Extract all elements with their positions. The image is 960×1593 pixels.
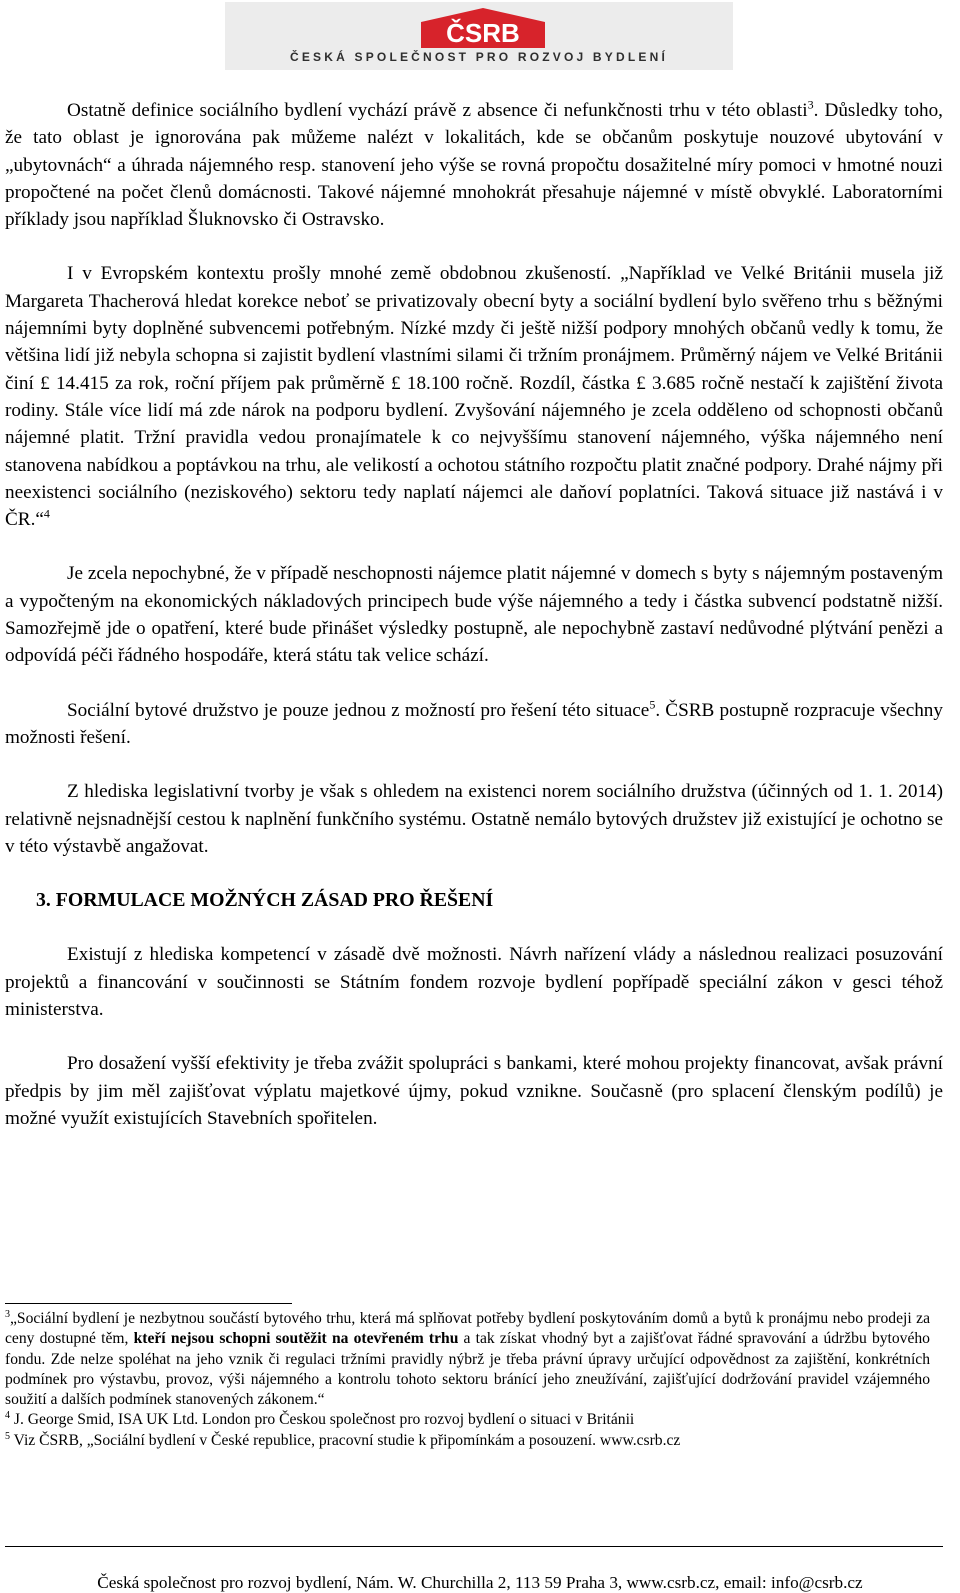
paragraph-text: . ČSRB postupně rozpracuje všechny možnosti řešení. xyxy=(5,699,943,748)
paragraph-banks: Pro dosažení vyšší efektivity je třeba zvážit spolupráci s bankami, které mohou projekty financovat, avšak právní předpis by jim měl zajišťovat výplatu majetkové újmy, pokud vznikne. Současně (pro splacení členským podílů) je možné využít existujících Stavebních spořitelen. xyxy=(5,1053,943,1129)
paragraph-text: I v Evropském kontextu prošly mnohé země obdobnou zkušeností. „Například ve Velké Británii musela již Margareta Thacherová hledat korekce neboť se privatizovaly obecní byty a sociální bydlení bylo svěřeno trhu s běžnými nájemními byty doplněné subvencemi potřebným. Nízké mzdy či ještě nižší podpory mnohých občanů vedly k tomu, že většina lidí již nebyla schopna si zajistit bydlení vlastními silami či tržním pronájmem. Průměrný nájem ve Velké Británii činí £ 14.415 za rok, roční příjem pak průměrně £ 18.100 ročně. Rozdíl, částka £ 3.685 ročně nestačí k zajištění života rodiny. Stále více lidí má zde nárok na podporu bydlení. Zvyšování nájemného je zcela odděleno od schopnosti občanů nájemné platit. Tržní pravidla vedou pronajímatele k co nejvyššímu stanovení nájemného, výška nájemného není stanovena nabídkou a poptávkou na trhu, ale velikostí a ochotou státního rozpočtu platit značné podpory. Drahé nájmy při neexistenci sociálního (neziskového) sektoru tedy naplatí nájemci ale daňoví poplatníci. Taková situace již nastává i v ČR.“ xyxy=(5,263,943,531)
footnote-text: „Sociální bydlení je nezbytnou součástí bytového trhu, která má splňovat potřeby bydlení poskytováním domů a bytů k pronájmu nebo prodeji za ceny dostupné těm, xyxy=(5,1310,930,1348)
logo-tagline: ČESKÁ SPOLEČNOST PRO ROZVOJ BYDLENÍ xyxy=(289,50,669,64)
footnote-number: 3 xyxy=(5,1308,10,1320)
page-footer: Česká společnost pro rozvoj bydlení, Nám. W. Churchilla 2, 113 59 Praha 3, www.csrb.cz, email: info@csrb.cz xyxy=(97,1573,863,1592)
paragraph-text: Ostatně definice sociálního bydlení vychází právě z absence či nefunkčnosti trhu v této oblasti xyxy=(67,100,808,121)
footnote-text: a tak získat vhodný byt a zajišťovat řádné spravování a údržbu bytového fondu. Zde nelze spoléhat na jeho vznik či regulaci tržními pravidly nýbrž je třeba právní úpravy určující odpovědnost za zajištění, konkrétních podmínek pro výstavbu, provoz, výši nájemného a kontrolu tohoto sektoru bránící jeho zneužívání, zajišťující dodržování pravidel vzájemného soužití a dalších podmínek stanovených zákonem.“ xyxy=(5,1330,930,1409)
footnote-emphasis: kteří nejsou schopni soutěžit na otevřeném trhu xyxy=(133,1330,459,1348)
paragraph-subsidies: Je zcela nepochybné, že v případě neschopnosti nájemce platit nájemné v domech s byty s nájemným postaveným a vypočteným na ekonomických nákladových principech bude výše nájemného a tedy i částka subvencí podstatně nižší. Samozřejmě jde o opatření, které bude přinášet výsledky postupně, ale nepochybně zastaví nedůvodné plýtvání penězi a odpovídá péči řádného hospodáře, která státu tak velice schází. xyxy=(5,563,943,667)
paragraph-europe xyxy=(5,260,943,533)
footnote-number: 5 xyxy=(5,1430,10,1442)
footnote-3 xyxy=(5,1309,930,1410)
section-heading: 3. FORMULACE MOŽNÝCH ZÁSAD PRO ŘEŠENÍ xyxy=(36,889,494,912)
footnote-separator xyxy=(5,1303,292,1304)
paragraph-cooperative xyxy=(5,697,943,752)
footnote-text: Viz ČSRB, „Sociální bydlení v České republice, pracovní studie k připomínkám a posouzení. www.csrb.cz xyxy=(10,1431,681,1449)
footnote-ref-4: 4 xyxy=(43,506,50,521)
paragraph-options: Existují z hlediska kompetencí v zásadě dvě možnosti. Návrh nařízení vlády a následnou realizaci posuzování projektů a financování v součinnosti se Státním fondem rozvoje bydlení popřípadě speciální zákon v gesci téhož ministerstva. xyxy=(5,944,943,1021)
paragraph-text: Sociální bytové družstvo je pouze jednou z možností pro řešení této situace xyxy=(67,699,650,721)
footnotes xyxy=(5,1309,930,1451)
footnote-ref-3: 3 xyxy=(807,97,814,112)
footnote-4 xyxy=(5,1410,930,1430)
logo-text: ČSRB xyxy=(446,18,520,48)
footer-separator xyxy=(5,1546,943,1547)
paragraph-legislation: Z hlediska legislativní tvorby je však s ohledem na existenci norem sociálního družstva (účinných od 1. 1. 2014) relativně nejsnadnější cestou k naplnění funkčního systému. Ostatně nemálo bytových družstev již existující je ochotno se v této výstavbě angažovat. xyxy=(5,781,943,857)
paragraph-definition xyxy=(5,97,943,233)
logo-emblem xyxy=(421,8,545,46)
footnote-ref-5: 5 xyxy=(649,697,656,712)
footnote-text: J. George Smid, ISA UK Ltd. London pro Českou společnost pro rozvoj bydlení o situaci v Británii xyxy=(10,1411,635,1429)
footnote-number: 4 xyxy=(5,1410,10,1422)
paragraph-text: . Důsledky toho, že tato oblast je ignorována pak můžeme nalézt v lokalitách, kde se občanům poskytuje nouzové ubytování v „ubytovnách“ a úhrada nájemného resp. stanovení jeho výše se rovná propočtu dosažitelné míry pomoci v hmotné nouzi propočtené na počet členů domácnosti. Takové nájemné mnohokrát přesahuje nájemné v místě obvyklé. Laboratorními příklady jsou například Šluknovsko či Ostravsko. xyxy=(5,100,943,231)
document-body xyxy=(5,97,943,1132)
csrb-logo xyxy=(225,2,733,70)
footnote-5 xyxy=(5,1431,930,1451)
